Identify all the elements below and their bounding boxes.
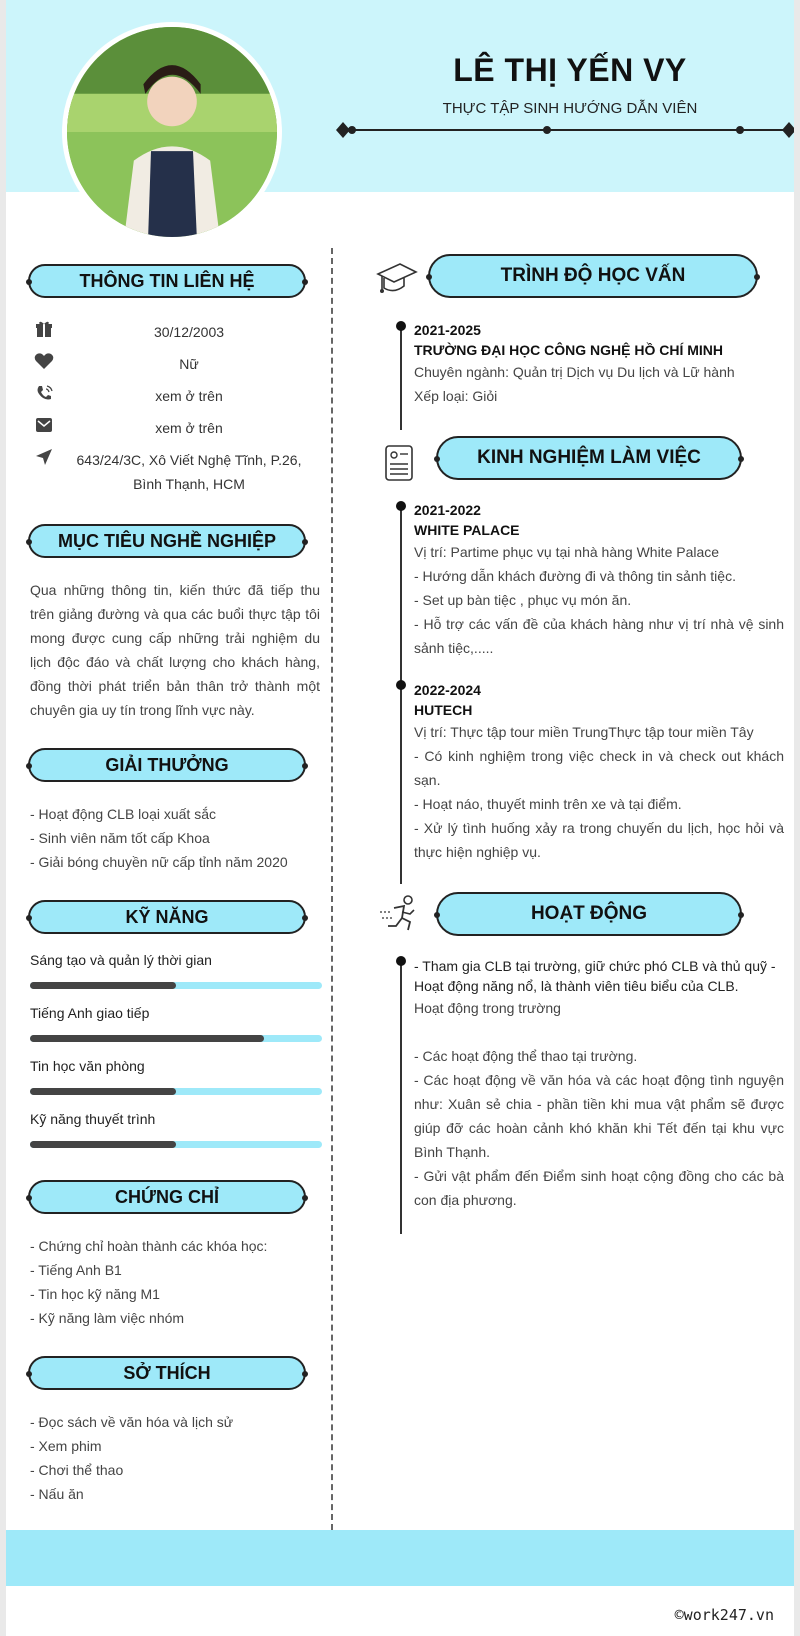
- education-heading: TRÌNH ĐỘ HỌC VẤN: [428, 254, 758, 298]
- skill-bar-fill: [30, 1088, 176, 1095]
- awards-list: [30, 802, 320, 874]
- name-ornament-rule: [336, 118, 794, 142]
- hobbies-list: [30, 1410, 320, 1506]
- skill-bar-fill: [30, 1141, 176, 1148]
- location-arrow-icon: [28, 448, 60, 496]
- skill-bar: [30, 982, 322, 989]
- candidate-role: THỰC TẬP SINH HƯỚNG DẪN VIÊN: [442, 100, 698, 117]
- activities-heading: HOẠT ĐỘNG: [436, 892, 742, 936]
- phone-icon: [28, 384, 60, 408]
- skill-item: Tiếng Anh giao tiếp: [30, 1005, 322, 1042]
- objective-text: Qua những thông tin, kiến thức đã tiếp thu trên giảng đường và qua các buổi thực tập tôi mong được cung cấp những trải nghiệm du lịch độc đáo và chất lượng cho khách hàng, đồng thời phát triển bản thân trở thành một chuyên gia uy tín trong lĩnh vực này.: [30, 582, 320, 718]
- contact-heading: THÔNG TIN LIÊN HỆ: [28, 264, 306, 298]
- objective-heading: MỤC TIÊU NGHỀ NGHIỆP: [28, 524, 306, 558]
- certificates-heading: CHỨNG CHỈ: [28, 1180, 306, 1214]
- skills-heading: KỸ NĂNG: [28, 900, 306, 934]
- graduation-cap-icon: [374, 256, 418, 300]
- footer-band: [6, 1530, 794, 1586]
- skill-bar: [30, 1141, 322, 1148]
- hobbies-heading: SỞ THÍCH: [28, 1356, 306, 1390]
- list-item: - Chứng chỉ hoàn thành các khóa học:: [30, 1238, 268, 1254]
- skill-item: Sáng tạo và quản lý thời gian: [30, 952, 322, 989]
- awards-heading: GIẢI THƯỞNG: [28, 748, 306, 782]
- list-item: - Đọc sách về văn hóa và lịch sử: [30, 1414, 234, 1430]
- experience-entry: 2021-2022 WHITE PALACE Vị trí: Partime phục vụ tại nhà hàng White Palace - Hướng dẫn khách đường đi và thông tin sảnh tiệc. - Set up bàn tiệc , phục vụ món ăn. - Hỗ trợ các vấn đề của khách hàng như vị trí nhà vệ sinh sảnh tiệc,.....: [414, 502, 784, 656]
- list-item: - Tin học kỹ năng M1: [30, 1286, 160, 1302]
- running-person-icon: [378, 892, 422, 936]
- activities-entry: - Tham gia CLB tại trường, giữ chức phó CLB và thủ quỹ - Hoạt động năng nổ, là thành viên tiêu biểu của CLB. Hoạt động trong trường - Các hoạt động thể thao tại trường. - Các hoạt động về văn hóa và các hoạt động tình nguyện như: Xuân sẻ chia - phần tiền khi mua vật phẩm sẽ được giúp đỡ các hoàn cảnh khó khăn khi Tết đến tại khu vực Bình Thạnh. - Gửi vật phẩm đến Điểm sinh hoạt cộng đồng cho các bà con địa phương.: [414, 958, 784, 1208]
- list-item: - Hoạt động CLB loại xuất sắc: [30, 806, 216, 822]
- heart-icon: [28, 352, 60, 376]
- list-item: - Giải bóng chuyền nữ cấp tỉnh năm 2020: [30, 854, 288, 870]
- timeline-dot: [396, 680, 406, 690]
- skill-bar: [30, 1088, 322, 1095]
- skill-item: Tin học văn phòng: [30, 1058, 322, 1095]
- contact-gender: Nữ: [28, 352, 318, 376]
- timeline-dot: [396, 501, 406, 511]
- profile-photo: [62, 22, 282, 242]
- candidate-name: LÊ THỊ YẾN VY: [453, 52, 687, 88]
- resume-page: [6, 0, 794, 1636]
- list-item: - Chơi thể thao: [30, 1462, 124, 1478]
- contact-birthday: 30/12/2003: [28, 320, 318, 344]
- timeline-dot: [396, 321, 406, 331]
- skill-bar-fill: [30, 1035, 264, 1042]
- gift-icon: [28, 320, 60, 344]
- list-item: - Nấu ăn: [30, 1486, 84, 1502]
- experience-timeline: [400, 506, 402, 884]
- document-icon: [378, 442, 422, 486]
- list-item: - Tiếng Anh B1: [30, 1262, 122, 1278]
- activities-timeline: [400, 962, 402, 1234]
- mail-icon: [28, 416, 60, 440]
- experience-entry: 2022-2024 HUTECH Vị trí: Thực tập tour miền TrungThực tập tour miền Tây - Có kinh nghiệm trong việc check in và check out khách sạn. - Hoạt náo, thuyết minh trên xe và tại điểm. - Xử lý tình huống xảy ra trong chuyến du lịch, học hỏi và thực hiện nghiệp vụ.: [414, 682, 784, 860]
- skill-bar: [30, 1035, 322, 1042]
- list-item: - Xem phim: [30, 1438, 102, 1454]
- contact-address: 643/24/3C, Xô Viết Nghệ Tĩnh, P.26, Bình Thạnh, HCM: [28, 448, 318, 496]
- education-entry: 2021-2025 TRƯỜNG ĐẠI HỌC CÔNG NGHỆ HỒ CHÍ MINH Chuyên ngành: Quản trị Dịch vụ Du lịch và Lữ hành Xếp loại: Giỏi: [414, 322, 735, 404]
- contact-phone[interactable]: xem ở trên: [28, 384, 318, 408]
- certificates-list: [30, 1234, 320, 1330]
- list-item: - Sinh viên năm tốt cấp Khoa: [30, 830, 210, 846]
- timeline-dot: [396, 956, 406, 966]
- skill-item: Kỹ năng thuyết trình: [30, 1111, 322, 1148]
- contact-email[interactable]: xem ở trên: [28, 416, 318, 440]
- education-timeline: [400, 326, 402, 430]
- watermark: ©work247.vn: [674, 1606, 774, 1624]
- column-divider: [331, 248, 333, 1530]
- experience-heading: KINH NGHIỆM LÀM VIỆC: [436, 436, 742, 480]
- skill-bar-fill: [30, 982, 176, 989]
- list-item: - Kỹ năng làm việc nhóm: [30, 1310, 185, 1326]
